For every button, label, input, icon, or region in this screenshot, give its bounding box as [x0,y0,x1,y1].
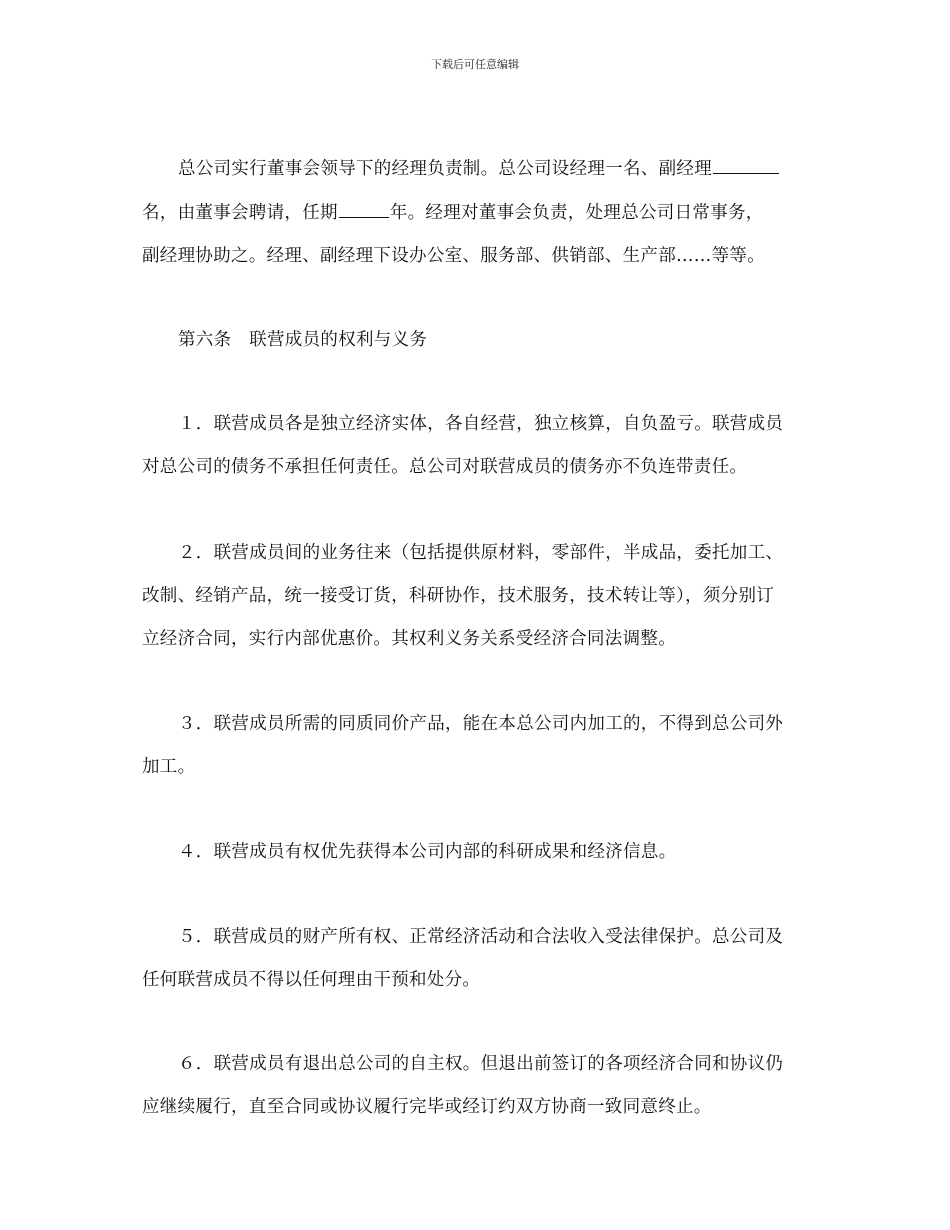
text-line: 加工。 [142,757,196,777]
page-header: 下载后可任意编辑 [431,58,519,71]
text-line: ２．联营成员间的业务往来（包括提供原材料，零部件，半成品，委托加工、 [178,543,784,563]
text-line: 任何联营成员不得以任何理由干预和处分。 [142,970,481,990]
line-text: 名，由董事会聘请，任期 [142,203,338,223]
text-line: 应继续履行，直至合同或协议履行完毕或经订约双方协商一致同意终止。 [142,1097,712,1117]
text-line: ３．联营成员所需的同质同价产品，能在本总公司内加工的，不得到总公司外 [178,714,784,734]
section-heading: 第六条 联营成员的权利与义务 [178,330,428,350]
text-line [142,199,764,224]
text-line: ６．联营成员有退出总公司的自主权。但退出前签订的各项经济合同和协议仍 [178,1054,784,1074]
fill-blank [713,157,779,174]
line-text: 年。经理对董事会负责，处理总公司日常事务， [389,203,764,223]
text-line: 副经理协助之。经理、副经理下设办公室、服务部、供销部、生产部……等等。 [142,246,765,266]
text-line: ５．联营成员的财产所有权、正常经济活动和合法收入受法律保护。总公司及 [178,927,784,947]
text-line: 立经济合同，实行内部优惠价。其权利义务关系受经济合同法调整。 [142,629,676,649]
line-text: 总公司实行董事会领导下的经理负责制。总公司设经理一名、副经理 [178,159,712,179]
text-line [178,155,780,180]
text-line: １．联营成员各是独立经济实体，各自经营，独立核算，自负盈亏。联营成员 [178,414,784,434]
text-line: 对总公司的债务不承担任何责任。总公司对联营成员的债务亦不负连带责任。 [142,457,748,477]
fill-blank [339,201,389,218]
text-line: 改制、经销产品，统一接受订货，科研协作，技术服务，技术转让等），须分别订 [142,586,775,606]
text-line: ４．联营成员有权优先获得本公司内部的科研成果和经济信息。 [178,842,677,862]
